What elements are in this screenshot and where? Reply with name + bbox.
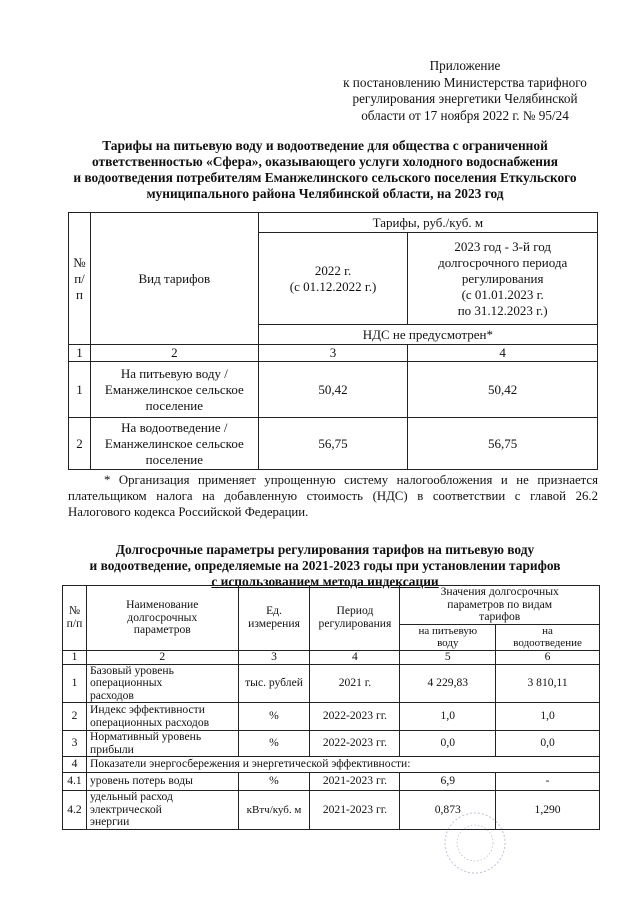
- header-num: № п/п: [63, 586, 87, 651]
- row-water: 0,873: [400, 791, 496, 830]
- table-row: [63, 703, 600, 731]
- row-kind: На питьевую воду / Еманжелинское сельское поселение: [90, 362, 258, 418]
- colnum: 3: [258, 345, 408, 362]
- title-line: и водоотведения потребителям Еманжелинского сельского поселения Еткульского: [73, 170, 577, 185]
- row-waste: -: [496, 773, 600, 791]
- row-period: 2022-2023 гг.: [310, 703, 400, 731]
- row-num: 3: [63, 731, 87, 757]
- row-value-2022: 50,42: [258, 362, 408, 418]
- title-line: с использованием метода индексации: [211, 574, 439, 589]
- parameters-table: [62, 585, 600, 830]
- colnum: 4: [310, 650, 400, 664]
- title-line: ответственностью «Сфера», оказывающего услуги холодного водоснабжения: [92, 154, 558, 169]
- row-water: 0,0: [400, 731, 496, 757]
- row-num: 2: [63, 703, 87, 731]
- parameters-title: [60, 542, 590, 590]
- row-num: 4: [63, 757, 87, 773]
- row-value-2023: 50,42: [408, 362, 598, 418]
- row-water: 6,9: [400, 773, 496, 791]
- row-num: 4.1: [63, 773, 87, 791]
- row-name: Индекс эффективности операционных расходов: [86, 703, 238, 731]
- row-period: 2021-2023 гг.: [310, 791, 400, 830]
- title-line: Тарифы на питьевую воду и водоотведение для общества с ограниченной: [102, 138, 548, 153]
- title-line: и водоотведение, определяемые на 2021-2023 годы при установлении тарифов: [89, 558, 561, 573]
- header-unit: Ед. измерения: [238, 586, 310, 651]
- table-row: [63, 791, 600, 830]
- header-vat: НДС не предусмотрен*: [258, 325, 597, 345]
- row-value-2023: 56,75: [408, 418, 598, 470]
- header-values: Значения долгосрочных параметров по видам тарифов: [400, 586, 600, 625]
- row-unit: тыс. рублей: [238, 664, 310, 703]
- colnum: 2: [90, 345, 258, 362]
- table-row: [63, 731, 600, 757]
- table-row: [63, 773, 600, 791]
- colnum: 1: [63, 650, 87, 664]
- row-name: Нормативный уровень прибыли: [86, 731, 238, 757]
- row-unit: %: [238, 773, 310, 791]
- header-water: на питьевую воду: [400, 624, 496, 650]
- row-num: 2: [69, 418, 91, 470]
- column-numbers-row: [63, 650, 600, 664]
- row-name: Показатели энергосбережения и энергетической эффективности:: [86, 757, 599, 773]
- vat-footnote: * Организация применяет упрощенную систему налогообложения и не признается плательщиком налога на добавленную стоимость (НДС) в соответствии с главой 26.2 Налогового кодекса Российской Федерации.: [68, 473, 598, 519]
- header-tariffs: Тарифы, руб./куб. м: [258, 213, 597, 233]
- row-waste: 1,290: [496, 791, 600, 830]
- tariffs-title: [55, 138, 595, 202]
- colnum: 3: [238, 650, 310, 664]
- header-num: № п/п: [69, 213, 91, 345]
- table-row: [63, 757, 600, 773]
- row-num: 4.2: [63, 791, 87, 830]
- title-line: муниципального района Челябинской области, на 2023 год: [146, 186, 504, 201]
- row-value-2022: 56,75: [258, 418, 408, 470]
- row-water: 1,0: [400, 703, 496, 731]
- column-numbers-row: [69, 345, 598, 362]
- seal-stamp-icon: [440, 808, 510, 878]
- row-waste: 0,0: [496, 731, 600, 757]
- row-period: 2021-2023 гг.: [310, 773, 400, 791]
- table-row: [69, 418, 598, 470]
- appendix-header: [330, 58, 600, 124]
- row-unit: кВтч/куб. м: [238, 791, 310, 830]
- row-unit: %: [238, 703, 310, 731]
- row-name: уровень потерь воды: [86, 773, 238, 791]
- appendix-line: регулирования энергетики Челябинской: [352, 91, 578, 106]
- row-num: 1: [69, 362, 91, 418]
- tariffs-table: [68, 212, 598, 470]
- row-waste: 3 810,11: [496, 664, 600, 703]
- header-kind: Вид тарифов: [90, 213, 258, 345]
- header-2023: 2023 год - 3-й год долгосрочного периода регулирования (с 01.01.2023 г. по 31.12.2023 г.): [408, 233, 598, 325]
- row-name: Базовый уровень операционных расходов: [86, 664, 238, 703]
- appendix-line: Приложение: [429, 58, 501, 73]
- row-waste: 1,0: [496, 703, 600, 731]
- table-row: [69, 362, 598, 418]
- colnum: 6: [496, 650, 600, 664]
- appendix-line: области от 17 ноября 2022 г. № 95/24: [361, 107, 569, 123]
- row-period: 2022-2023 гг.: [310, 731, 400, 757]
- row-name: удельный расход электрической энергии: [86, 791, 238, 830]
- colnum: 5: [400, 650, 496, 664]
- header-waste: на водоотведение: [496, 624, 600, 650]
- header-2022: 2022 г. (с 01.12.2022 г.): [258, 233, 408, 325]
- table-row: [63, 664, 600, 703]
- title-line: Долгосрочные параметры регулирования тарифов на питьевую воду: [115, 542, 535, 557]
- row-kind: На водоотведение / Еманжелинское сельское поселение: [90, 418, 258, 470]
- colnum: 2: [86, 650, 238, 664]
- header-period: Период регулирования: [310, 586, 400, 651]
- colnum: 1: [69, 345, 91, 362]
- row-num: 1: [63, 664, 87, 703]
- row-period: 2021 г.: [310, 664, 400, 703]
- appendix-line: к постановлению Министерства тарифного: [343, 74, 587, 90]
- colnum: 4: [408, 345, 598, 362]
- header-name: Наименование долгосрочных параметров: [86, 586, 238, 651]
- row-water: 4 229,83: [400, 664, 496, 703]
- row-unit: %: [238, 731, 310, 757]
